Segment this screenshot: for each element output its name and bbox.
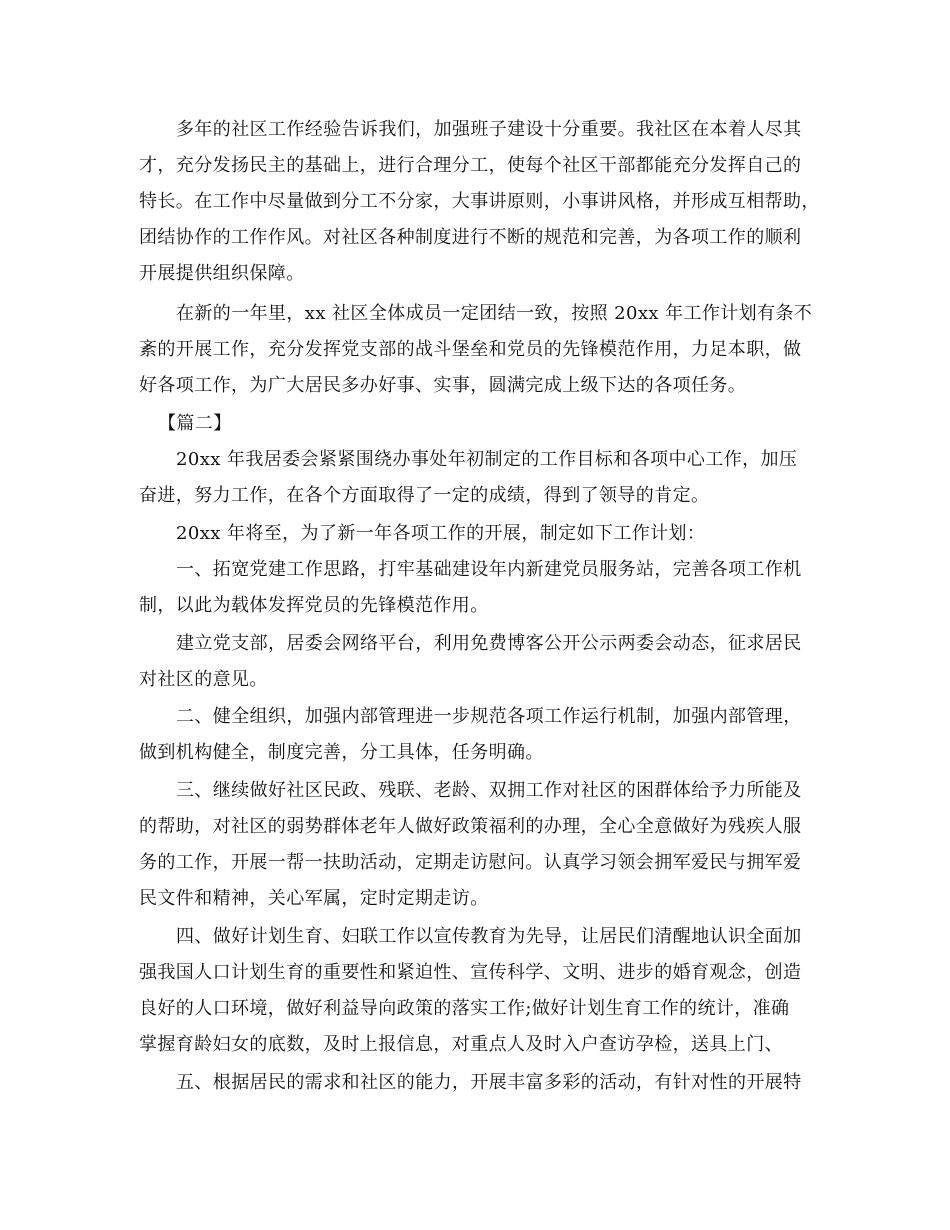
text-line: 的帮助，对社区的弱势群体老年人做好政策福利的办理，全心全意做好为残疾人服	[139, 816, 802, 837]
text-line: 二、健全组织，加强内部管理进一步规范各项工作运行机制，加强内部管理，	[176, 706, 802, 727]
text-line: 在新的一年里，xx 社区全体成员一定团结一致，按照 20xx 年工作计划有条不	[176, 303, 813, 324]
text-line: 对社区的意见。	[139, 669, 268, 690]
text-line: 一、拓宽党建工作思路，打牢基础建设年内新建党员服务站，完善各项工作机	[176, 559, 802, 580]
text-line: 强我国人口计划生育的重要性和紧迫性、宣传科学、文明、进步的婚育观念，创造	[139, 962, 802, 983]
section-heading: 【篇二】	[158, 413, 232, 434]
text-line: 民文件和精神，关心军属，定时定期走访。	[139, 888, 489, 909]
text-line: 良好的人口环境，做好利益导向政策的落实工作;做好计划生育工作的统计，准确	[139, 998, 790, 1019]
text-line: 20xx 年我居委会紧紧围绕办事处年初制定的工作目标和各项中心工作，加压	[176, 449, 798, 470]
text-line: 开展提供组织保障。	[139, 263, 305, 284]
text-line: 务的工作，开展一帮一扶助活动，定期走访慰问。认真学习领会拥军爱民与拥军爱	[139, 852, 802, 873]
text-line: 特长。在工作中尽量做到分工不分家，大事讲原则，小事讲风格，并形成互相帮助，	[139, 191, 820, 212]
text-line: 五、根据居民的需求和社区的能力，开展丰富多彩的活动，有针对性的开展特	[176, 1072, 802, 1093]
text-line: 紊的开展工作，充分发挥党支部的战斗堡垒和党员的先锋模范作用，力足本职，做	[139, 339, 802, 360]
text-line: 多年的社区工作经验告诉我们，加强班子建设十分重要。我社区在本着人尽其	[176, 119, 802, 140]
text-line: 团结协作的工作作风。对社区各种制度进行不断的规范和完善，为各项工作的顺利	[139, 227, 802, 248]
text-line: 好各项工作，为广大居民多办好事、实事，圆满完成上级下达的各项任务。	[139, 375, 747, 396]
text-line: 三、继续做好社区民政、残联、老龄、双拥工作对社区的困群体给予力所能及	[176, 780, 802, 801]
text-line: 制，以此为载体发挥党员的先锋模范作用。	[139, 595, 489, 616]
text-line: 奋进，努力工作，在各个方面取得了一定的成绩，得到了领导的肯定。	[139, 485, 710, 506]
text-line: 才，充分发扬民主的基础上，进行合理分工，使每个社区干部都能充分发挥自己的	[139, 155, 802, 176]
text-line: 四、做好计划生育、妇联工作以宣传教育为先导，让居民们清醒地认识全面加	[176, 926, 802, 947]
text-line: 20xx 年将至，为了新一年各项工作的开展，制定如下工作计划：	[176, 523, 706, 544]
text-line: 掌握育龄妇女的底数，及时上报信息，对重点人及时入户查访孕检，送具上门、	[139, 1034, 783, 1055]
text-line: 做到机构健全，制度完善，分工具体，任务明确。	[139, 742, 544, 763]
text-line: 建立党支部，居委会网络平台，利用免费博客公开公示两委会动态，征求居民	[176, 633, 802, 654]
